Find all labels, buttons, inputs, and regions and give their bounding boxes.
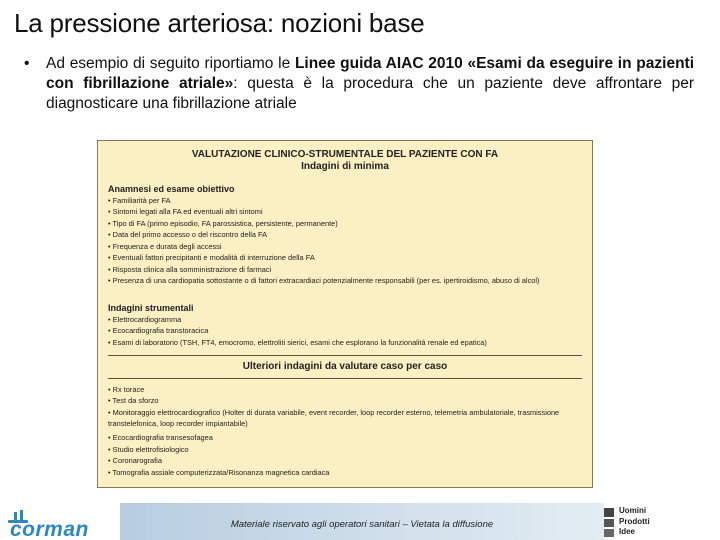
tagline-line: Uomini [619, 506, 647, 515]
list-item: • Test da sforzo [108, 396, 159, 405]
divider-line [108, 355, 582, 356]
section-heading-anamnesi: Anamnesi ed esame obiettivo [108, 184, 235, 194]
list-item: • Monitoraggio elettrocardiografico (Holter di durata variabile, event recorder, loop recorder esterno, telemetria ambulatoriale, trasmissione transtelefonica, loop recorder impiantabile) [108, 408, 560, 428]
bullet-text-bold: Linee guida AIAC 2010 «Esami da eseguire in pazienti con fibrillazione atriale» [46, 55, 695, 92]
list-item: • Frequenza e durata degli accessi [108, 242, 222, 251]
list-item: • Sintomi legati alla FA ed eventuali altri sintomi [108, 207, 263, 216]
list-item: • Ecocardiografia transesofagea [108, 433, 213, 442]
corman-logo-text: corman [10, 518, 89, 538]
tagline-line: Idee [619, 527, 636, 536]
bullet-text-part1: Ad esempio di seguito riportiamo le [46, 55, 295, 72]
list-item: • Risposta clinica alla somministrazione di farmaci [108, 265, 272, 274]
company-tagline [619, 506, 650, 538]
list-item: • Presenza di una cardiopatia sottostante o di fattori extracardiaci potenzialmente responsabili (per es. ipertiroidismo, abuso di alcol) [108, 276, 540, 285]
list-item: • Esami di laboratorio (TSH, FT4, emocromo, elettroliti sierici, esami che esplorano la funzionalità renale ed epatica) [108, 338, 487, 347]
section-heading-indagini: Indagini strumentali [108, 303, 194, 313]
further-tests-title: Ulteriori indagini da valutare caso per caso [242, 361, 448, 372]
bullet-text [46, 54, 694, 114]
divider-line [108, 378, 582, 379]
list-item: • Familiarità per FA [108, 196, 171, 205]
slide-title: La pressione arteriosa: nozioni base [14, 8, 425, 38]
tagline-line: Prodotti [619, 516, 650, 526]
list-item: • Data del primo accesso o del riscontro della FA [108, 230, 268, 239]
bullet-text-part2: : questa è la procedura che un paziente deve affrontare per diagnosticare una fibrillazione atriale [46, 75, 694, 112]
document-title: VALUTAZIONE CLINICO-STRUMENTALE DEL PAZIENTE CON FA [191, 149, 499, 160]
list-item: • Elettrocardiogramma [108, 315, 182, 324]
list-item: • Tipo di FA (primo episodio, FA parossistica, persistente, permanente) [108, 219, 338, 228]
corman-logo [6, 510, 118, 538]
guideline-document-image [97, 140, 593, 488]
footer-disclaimer: Materiale riservato agli operatori sanitari – Vietata la diffusione [230, 519, 494, 530]
list-item: • Tomografia assiale computerizzata/Risonanza magnetica cardiaca [108, 468, 330, 477]
list-item: • Ecocardiografia transtoracica [108, 326, 209, 335]
logo-mark-icon [604, 506, 614, 538]
list-item: • Studio elettrofisiologico [108, 445, 189, 454]
list-item: • Eventuali fattori precipitanti e modalità di interruzione della FA [108, 253, 315, 262]
bullet-dot: • [24, 55, 30, 72]
list-item: • Rx torace [108, 385, 145, 394]
document-subtitle: Indagini di minima [301, 161, 389, 172]
list-item: • Coronarografia [108, 456, 162, 465]
bullet-paragraph [24, 54, 694, 114]
